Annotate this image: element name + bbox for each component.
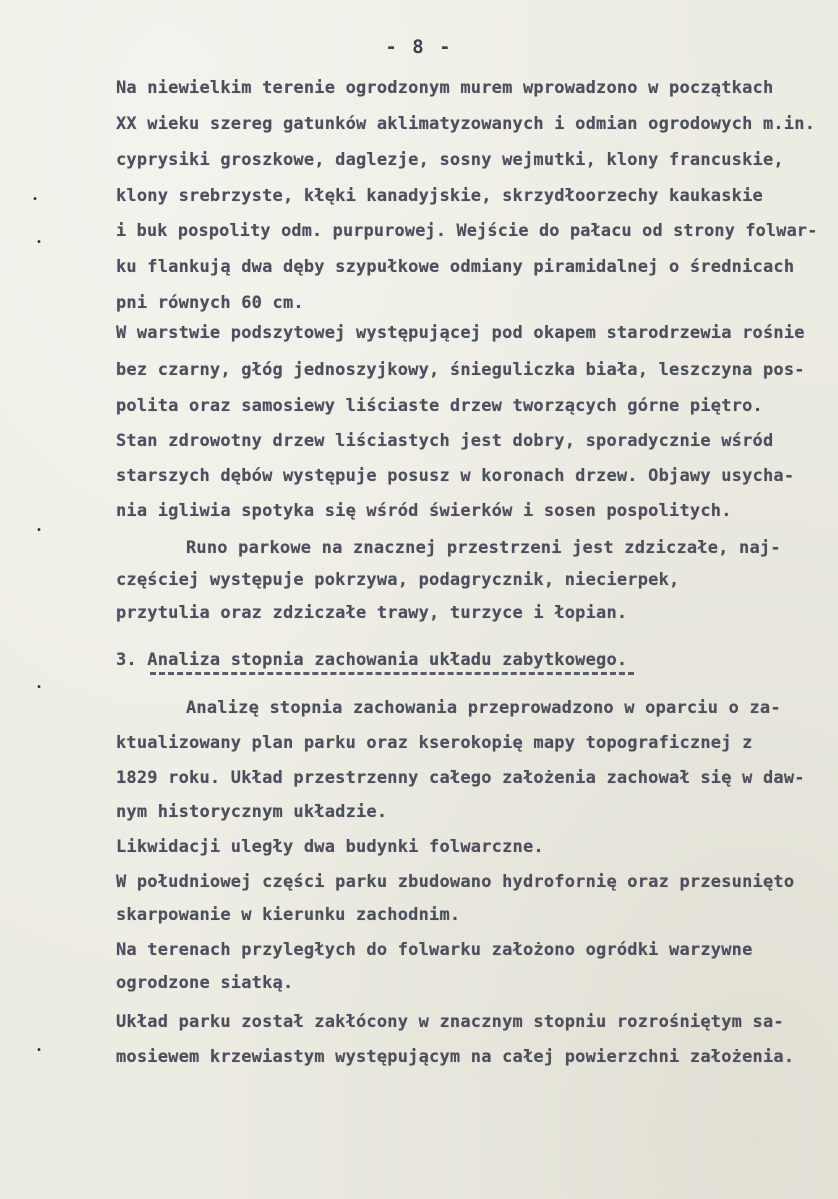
margin-mark: • <box>36 1045 43 1056</box>
text-line: 1829 roku. Układ przestrzenny całego założenia zachował się w daw- <box>116 768 805 788</box>
text-line: W południowej części parku zbudowano hydrofornię oraz przesunięto <box>116 872 795 892</box>
text-line: cyprysiki groszkowe, daglezje, sosny wejmutki, klony francuskie, <box>116 150 784 170</box>
text-line: starszych dębów występuje posusz w koronach drzew. Objawy usycha- <box>116 466 795 486</box>
text-line: polita oraz samosiewy liściaste drzew tworzących górne piętro. <box>116 396 763 416</box>
margin-mark: • <box>36 682 43 693</box>
text-line: Analizę stopnia zachowania przeprowadzono w oparciu o za- <box>186 698 781 718</box>
text-line: Stan zdrowotny drzew liściastych jest dobry, sporadycznie wśród <box>116 431 774 451</box>
text-line: ogrodzone siatką. <box>116 973 294 993</box>
text-line: bez czarny, głóg jednoszyjkowy, śnieguliczka biała, leszczyna pos- <box>116 360 805 380</box>
margin-mark: • <box>36 525 43 536</box>
text-line: Na niewielkim terenie ogrodzonym murem wprowadzono w początkach <box>116 78 774 98</box>
text-line: skarpowanie w kierunku zachodnim. <box>116 905 461 925</box>
text-line: mosiewem krzewiastym występującym na całej powierzchni założenia. <box>116 1047 795 1067</box>
text-line: klony srebrzyste, kłęki kanadyjskie, skrzydłoorzechy kaukaskie <box>116 186 763 206</box>
text-line: przytulia oraz zdziczałe trawy, turzyce i łopian. <box>116 603 628 623</box>
margin-mark: • <box>36 237 43 248</box>
page-number: - 8 - <box>385 36 453 58</box>
text-line: i buk pospolity odm. purpurowej. Wejście do pałacu od strony folwar- <box>116 221 818 241</box>
text-line: nym historycznym układzie. <box>116 802 388 822</box>
heading-underline <box>150 672 634 675</box>
text-line: XX wieku szereg gatunków aklimatyzowanych i odmian ogrodowych m.in. <box>116 114 816 134</box>
section-heading: 3. Analiza stopnia zachowania układu zabytkowego. <box>116 650 628 670</box>
margin-mark: • <box>32 194 39 205</box>
text-line: Runo parkowe na znacznej przestrzeni jest zdziczałe, naj- <box>186 538 781 558</box>
text-line: ktualizowany plan parku oraz kserokopię mapy topograficznej z <box>116 733 753 753</box>
text-line: W warstwie podszytowej występującej pod okapem starodrzewia rośnie <box>116 323 805 343</box>
text-line: Układ parku został zakłócony w znacznym stopniu rozrośniętym sa- <box>116 1012 784 1032</box>
text-line: ku flankują dwa dęby szypułkowe odmiany piramidalnej o średnicach <box>116 257 795 277</box>
text-line: częściej występuje pokrzywa, podagrycznik, niecierpek, <box>116 570 680 590</box>
text-line: Na terenach przyległych do folwarku założono ogródki warzywne <box>116 940 753 960</box>
text-line: Likwidacji uległy dwa budynki folwarczne. <box>116 837 544 857</box>
text-line: pni równych 60 cm. <box>116 293 304 313</box>
text-line: nia igliwia spotyka się wśród świerków i sosen pospolitych. <box>116 501 732 521</box>
